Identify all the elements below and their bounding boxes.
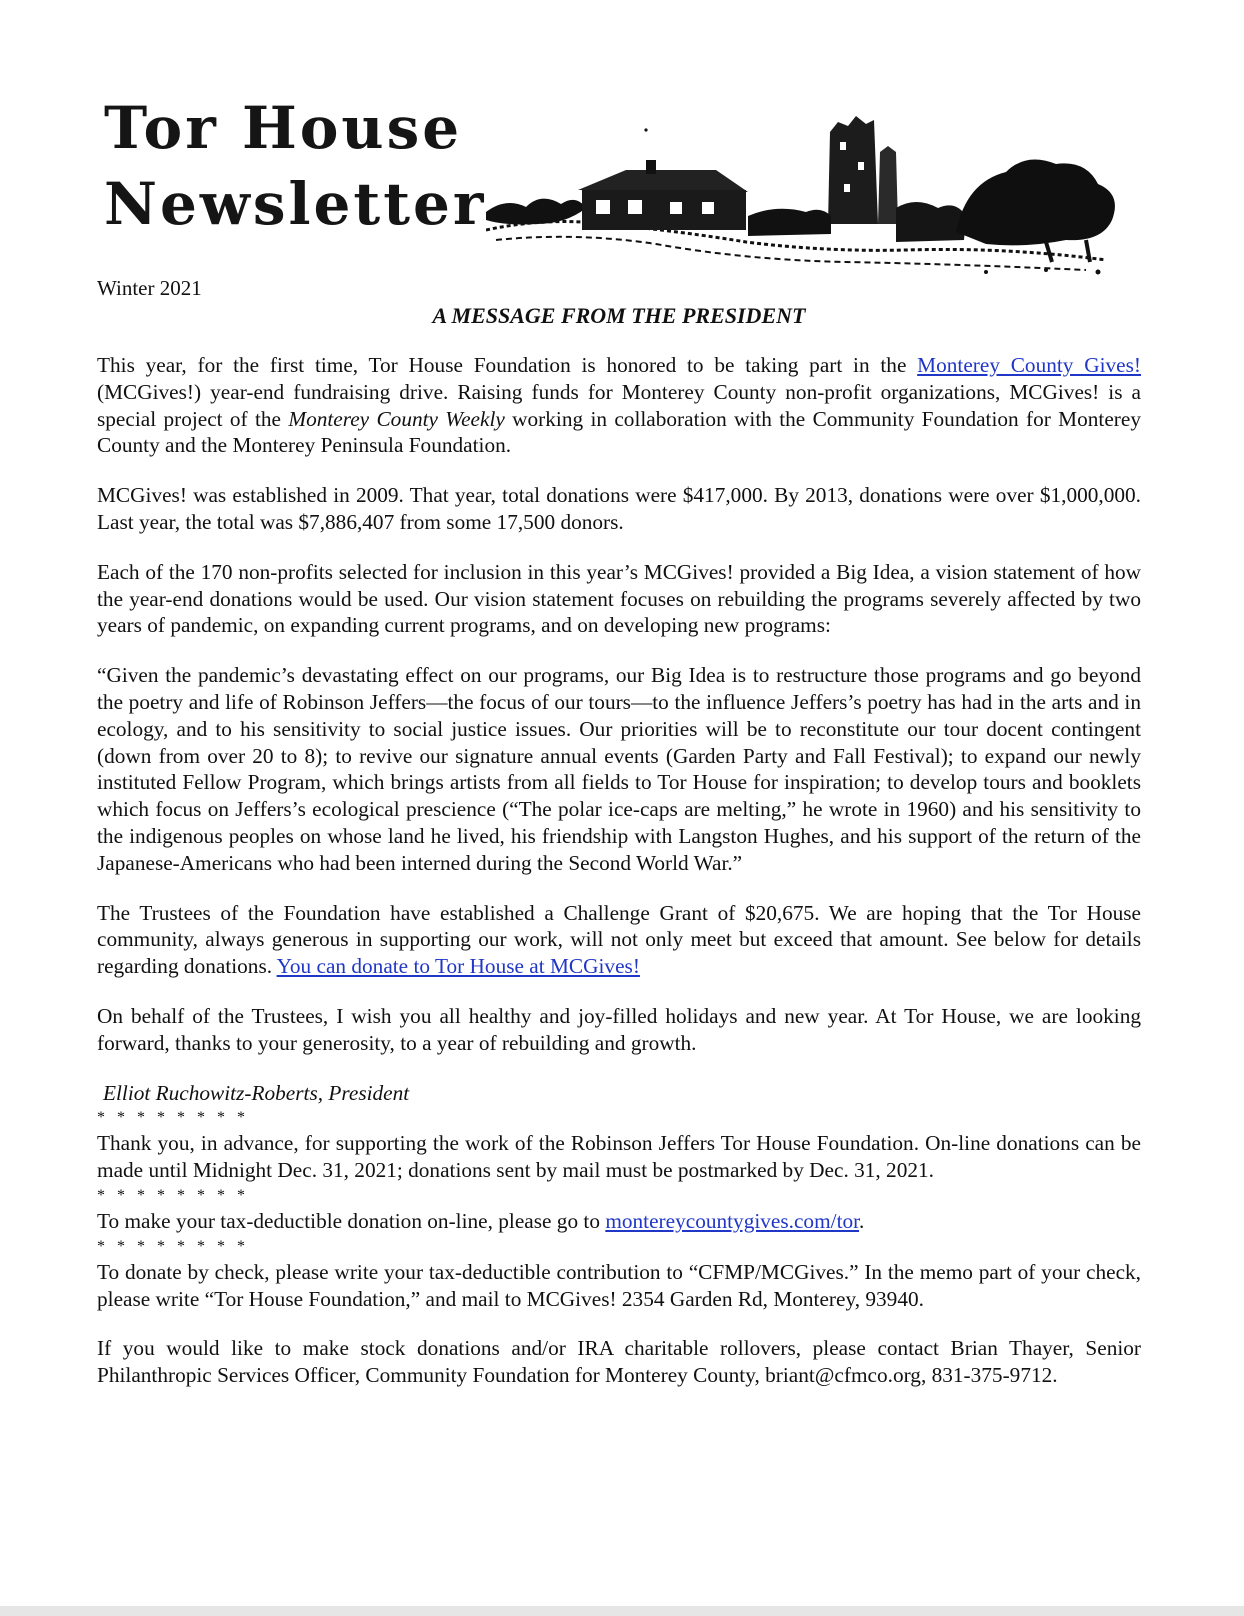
paragraph-check-donation: To donate by check, please write your tax-deductible contribution to “CFMP/MCGives.” In the memo part of your check, please write “Tor House Foundation,” and mail to MCGives! 2354 Garden Rd, Monterey, 93940. — [97, 1259, 1141, 1311]
page-bottom-edge — [0, 1606, 1244, 1616]
section-divider: * * * * * * * * — [97, 1186, 249, 1204]
paragraph-history: MCGives! was established in 2009. That year, total donations were $417,000. By 2013, donations were over $1,000,000. Last year, the total was $7,886,407 from some 17,500 donors. — [97, 483, 1141, 534]
masthead-title-line2: Newsletter — [104, 170, 487, 238]
message-heading: A MESSAGE FROM THE PRESIDENT — [432, 303, 806, 328]
section-divider: * * * * * * * * — [97, 1237, 249, 1255]
paragraph-challenge-grant — [97, 900, 1141, 980]
paragraph-text: working in collaboration with the Community Foundation for Monterey County and the Monterey Peninsula Foundation. — [97, 406, 1141, 458]
publication-name: Monterey County Weekly — [288, 406, 505, 431]
paragraph-stock-donation: If you would like to make stock donations and/or IRA charitable rollovers, please contact Brian Thayer, Senior Philanthropic Services Officer, Community Foundation for Monterey County, briant@cfmco.org, 831-375-9712. — [97, 1336, 1141, 1388]
paragraph-holiday-wishes: On behalf of the Trustees, I wish you all healthy and joy-filled holidays and new year. At Tor House, we are looking forward, thanks to your generosity, to a year of rebuilding and growth. — [97, 1003, 1141, 1055]
paragraph-text: The Trustees of the Foundation have established a Challenge Grant of $20,675. We are hoping that the Tor House community, always generous in supporting our work, will not only meet but exceed that amount. See below for details regarding donations. — [97, 900, 1141, 979]
paragraph-text: (MCGives!) year-end fundraising drive. Raising funds for Monterey County non-profit organizations, MCGives! is a special project of the — [97, 379, 1141, 431]
masthead-title-line1: Tor House — [104, 94, 463, 162]
paragraph-online-donation — [97, 1208, 1141, 1235]
paragraph-big-idea-intro: Each of the 170 non-profits selected for inclusion in this year’s MCGives! provided a Big Idea, a vision statement of how the year-end donations would be used. Our vision statement focuses on rebuilding the programs severely affected by two years of pandemic, on expanding current programs, and on developing new programs: — [97, 559, 1141, 638]
paragraph-vision-quote: “Given the pandemic’s devastating effect on our programs, our Big Idea is to restructure those programs and go beyond the poetry and life of Robinson Jeffers—the focus of our tours—to the influence Jeffers’s poetry has had in the arts and in ecology, and to his sensitivity to social justice issues. Our priorities will be to reconstitute our tour docent contingent (down from over 20 to 8); to revive our signature annual events (Garden Party and Fall Festival); to expand our newly instituted Fellow Program, which brings artists from all fields to Tor House for inspiration; to develop tours and booklets which focus on Jeffers’s ecological prescience (“The polar ice-caps are melting,” he wrote in 1960) and his sensitivity to the indigenous peoples on whose land he lived, his friendship with Langston Hughes, and his support of the return of the Japanese-Americans who had been interned during the Second World War.” — [97, 663, 1141, 875]
tor-house-illustration — [486, 112, 1126, 282]
paragraph-text: This year, for the first time, Tor House Foundation is honored to be taking part in the — [97, 353, 907, 377]
newsletter-body — [97, 352, 1141, 1412]
president-signature: Elliot Ruchowitz-Roberts, President — [103, 1080, 410, 1105]
paragraph-text: To make your tax-deductible donation on-line, please go to — [97, 1208, 600, 1233]
paragraph-mcgives-intro — [97, 352, 1141, 459]
paragraph-thank-you: Thank you, in advance, for supporting the work of the Robinson Jeffers Tor House Foundation. On-line donations can be made until Midnight Dec. 31, 2021; donations sent by mail must be postmarked by Dec. 31, 2021. — [97, 1131, 1141, 1183]
issue-date: Winter 2021 — [97, 276, 202, 300]
masthead-title — [104, 90, 486, 242]
paragraph-text: . — [859, 1208, 865, 1233]
section-divider: * * * * * * * * — [97, 1109, 249, 1127]
online-donation-link[interactable]: montereycountygives.com/tor — [605, 1208, 860, 1233]
monterey-county-gives-link[interactable]: Monterey County Gives! — [917, 353, 1141, 377]
donate-mcgives-link[interactable]: You can donate to Tor House at MCGives! — [276, 954, 640, 979]
